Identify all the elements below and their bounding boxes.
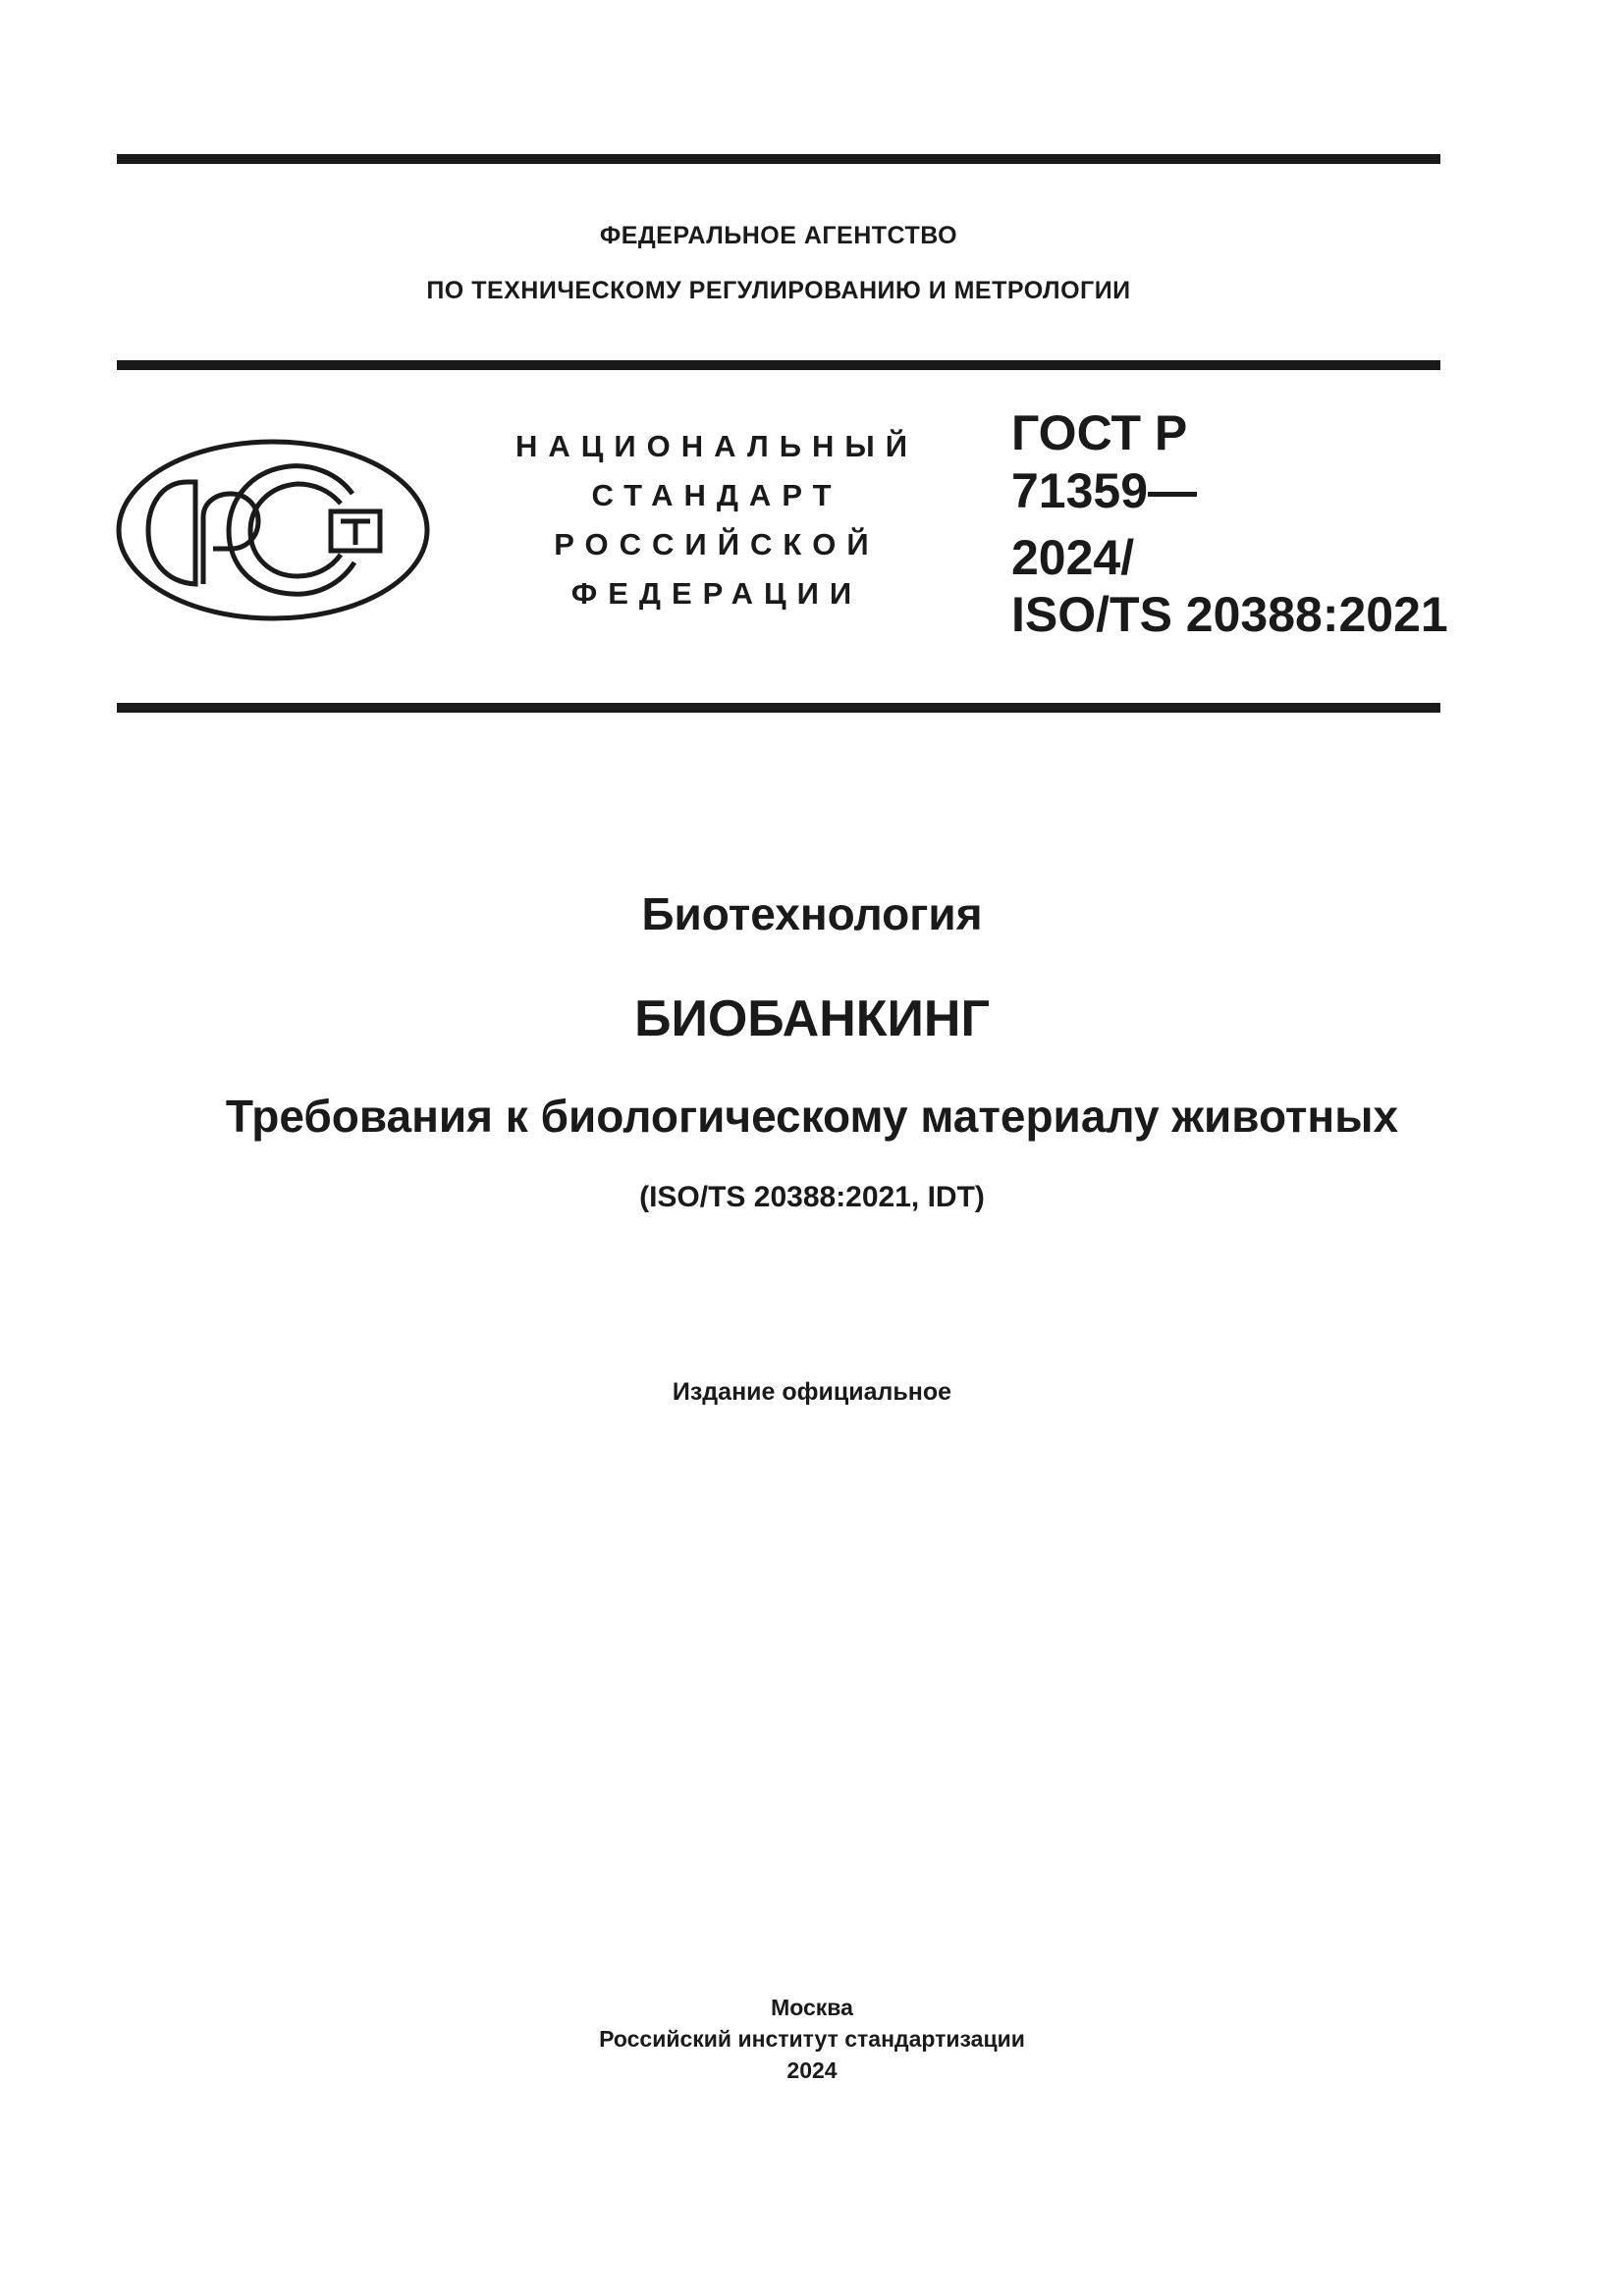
gost-designation-line-4: ISO/TS 20388:2021 — [1011, 587, 1448, 642]
gost-designation-line-1: ГОСТ Р — [1011, 405, 1188, 460]
national-standard-line-4: ФЕДЕРАЦИИ — [570, 576, 863, 611]
agency-name-line-1: ФЕДЕРАЛЬНОЕ АГЕНТСТВО — [599, 222, 958, 249]
rst-logo-icon — [115, 437, 431, 623]
gost-designation-line-2: 71359— — [1011, 463, 1198, 518]
publisher-institute: Российский институт стандартизации — [599, 2026, 1025, 2052]
agency-name-line-2: ПО ТЕХНИЧЕСКОМУ РЕГУЛИРОВАНИЮ И МЕТРОЛОГИИ — [426, 277, 1131, 304]
gost-designation-line-3: 2024/ — [1011, 530, 1135, 585]
top-rule — [117, 154, 1440, 164]
standard-block-rule — [117, 703, 1440, 713]
document-subtitle: Требования к биологическому материалу животных — [225, 1091, 1399, 1142]
national-standard-line-3: РОССИЙСКОЙ — [554, 527, 880, 561]
publication-year: 2024 — [786, 2057, 838, 2083]
document-title: БИОБАНКИНГ — [634, 990, 990, 1047]
national-standard-line-2: СТАНДАРТ — [591, 478, 842, 512]
publisher-city: Москва — [771, 1995, 853, 2020]
document-subject: Биотехнология — [641, 888, 983, 939]
iso-reference: (ISO/TS 20388:2021, IDT) — [639, 1181, 985, 1213]
national-standard-line-1: НАЦИОНАЛЬНЫЙ — [514, 429, 919, 463]
edition-label: Издание официальное — [672, 1378, 952, 1406]
header-rule — [117, 360, 1440, 370]
